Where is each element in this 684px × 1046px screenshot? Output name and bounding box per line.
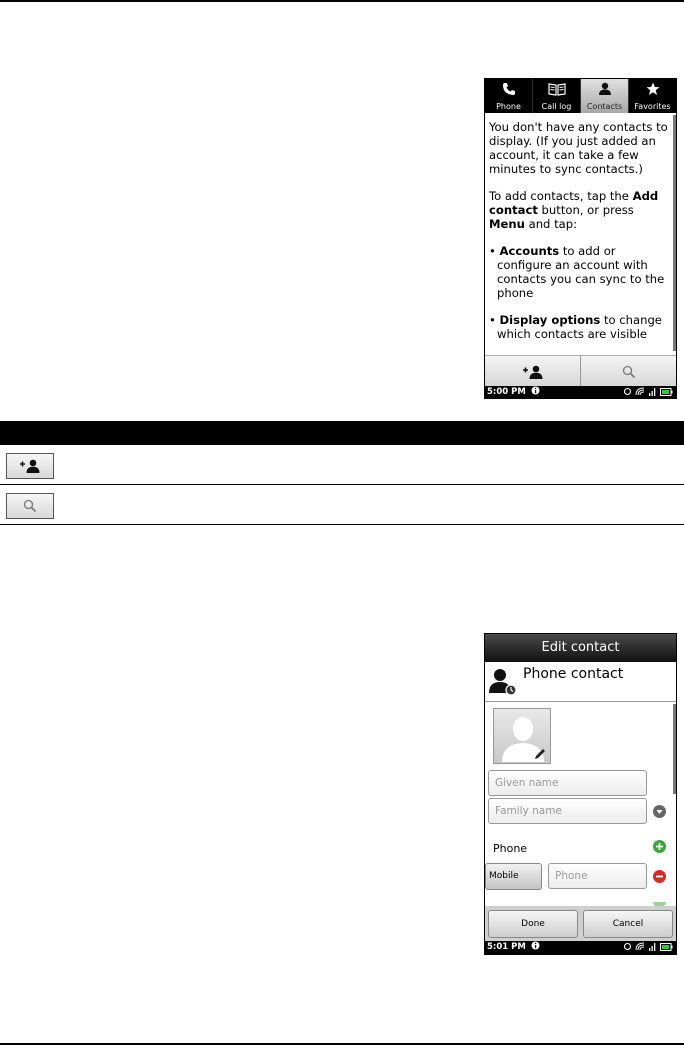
expand-name-button[interactable] [653, 805, 666, 818]
add-phone-button[interactable] [653, 840, 666, 853]
book-icon [548, 82, 566, 96]
phone-icon [502, 82, 516, 96]
contact-account-icon [488, 667, 518, 697]
plus-icon [655, 842, 664, 851]
tab-call-log[interactable] [533, 79, 581, 113]
info-icon [531, 941, 540, 950]
text-span: to change which contacts are visible [497, 313, 662, 341]
contacts-tab-bar [485, 79, 676, 113]
search-icon [622, 365, 636, 379]
star-icon [646, 82, 660, 96]
contacts-screenshot [484, 78, 677, 399]
tab-phone[interactable] [485, 79, 533, 113]
phone-type-selector[interactable]: Mobile [485, 863, 542, 890]
signal-icon [648, 942, 657, 951]
bullet-accounts: • Accounts to add or configure an account with contacts you can sync to the phone [489, 244, 665, 300]
person-silhouette-icon [498, 712, 548, 762]
status-time: 5:00 PM [487, 387, 526, 397]
status-bar [485, 941, 676, 954]
page-bottom-rule [0, 1043, 684, 1045]
person-icon [598, 82, 612, 96]
minus-icon [655, 872, 664, 881]
empty-contacts-message [489, 120, 673, 368]
scroll-indicator[interactable] [673, 704, 676, 794]
add-contact-button[interactable] [485, 356, 581, 387]
intro-text: You don't have any contacts to display. (If you just added an account, it can take a few minutes to sync contacts.) [489, 120, 668, 176]
info-icon [531, 386, 540, 395]
wifi-icon [635, 387, 645, 396]
remove-phone-button[interactable] [653, 870, 666, 883]
search-button-sample [6, 493, 54, 519]
search-button[interactable] [581, 356, 676, 387]
tab-favorites[interactable] [629, 79, 676, 113]
text-span: To add contacts, tap the [489, 189, 633, 203]
text-span: and tap: [524, 217, 578, 231]
tab-contacts[interactable] [581, 79, 629, 113]
cancel-button[interactable]: Cancel [583, 910, 673, 938]
display-options-term: Display options [499, 313, 601, 327]
battery-icon [660, 943, 673, 951]
status-icons [623, 387, 673, 396]
status-time: 5:01 PM [487, 942, 526, 952]
tab-label: Phone [496, 102, 521, 111]
chevron-down-icon [655, 807, 664, 816]
given-name-field[interactable]: Given name [488, 770, 647, 796]
family-name-field[interactable]: Family name [488, 798, 647, 824]
tab-label: Contacts [586, 102, 623, 111]
menu-term: Menu [489, 217, 525, 231]
account-label: Phone contact [523, 666, 624, 682]
battery-icon [660, 388, 673, 396]
status-bar [485, 386, 676, 398]
phone-field[interactable]: Phone [548, 863, 647, 889]
add-contact-icon [522, 365, 544, 379]
search-icon [23, 499, 37, 513]
table-row [0, 485, 684, 525]
done-button[interactable]: Done [488, 910, 578, 938]
table-row [0, 445, 684, 485]
add-contact-instructions [489, 189, 673, 231]
sync-icon [623, 387, 632, 396]
table-header [0, 421, 684, 445]
contact-photo-button[interactable] [493, 708, 551, 764]
screen-title: Edit contact [485, 634, 676, 662]
signal-icon [648, 387, 657, 396]
status-icons [623, 942, 673, 951]
edit-button-bar [485, 906, 676, 942]
edit-contact-screenshot [484, 633, 677, 955]
contacts-button-bar [485, 355, 676, 387]
text-span: to add or configure an account with contacts you can sync to the phone [497, 244, 665, 300]
tab-label: Call log [541, 102, 572, 111]
add-contact-icon [19, 459, 41, 473]
accounts-term: Accounts [499, 244, 560, 258]
add-contact-term: Add contact [489, 189, 659, 217]
phone-section-label: Phone [493, 842, 528, 855]
tab-label: Favorites [634, 102, 671, 111]
text-span: button, or press [537, 203, 634, 217]
sync-icon [623, 942, 632, 951]
bullet-display-options: • Display options to change which contacts are visible [489, 313, 662, 341]
page-top-rule [0, 0, 684, 2]
account-header [485, 662, 676, 702]
add-contact-button-sample [6, 453, 54, 479]
wifi-icon [635, 942, 645, 951]
scroll-indicator[interactable] [673, 115, 676, 351]
